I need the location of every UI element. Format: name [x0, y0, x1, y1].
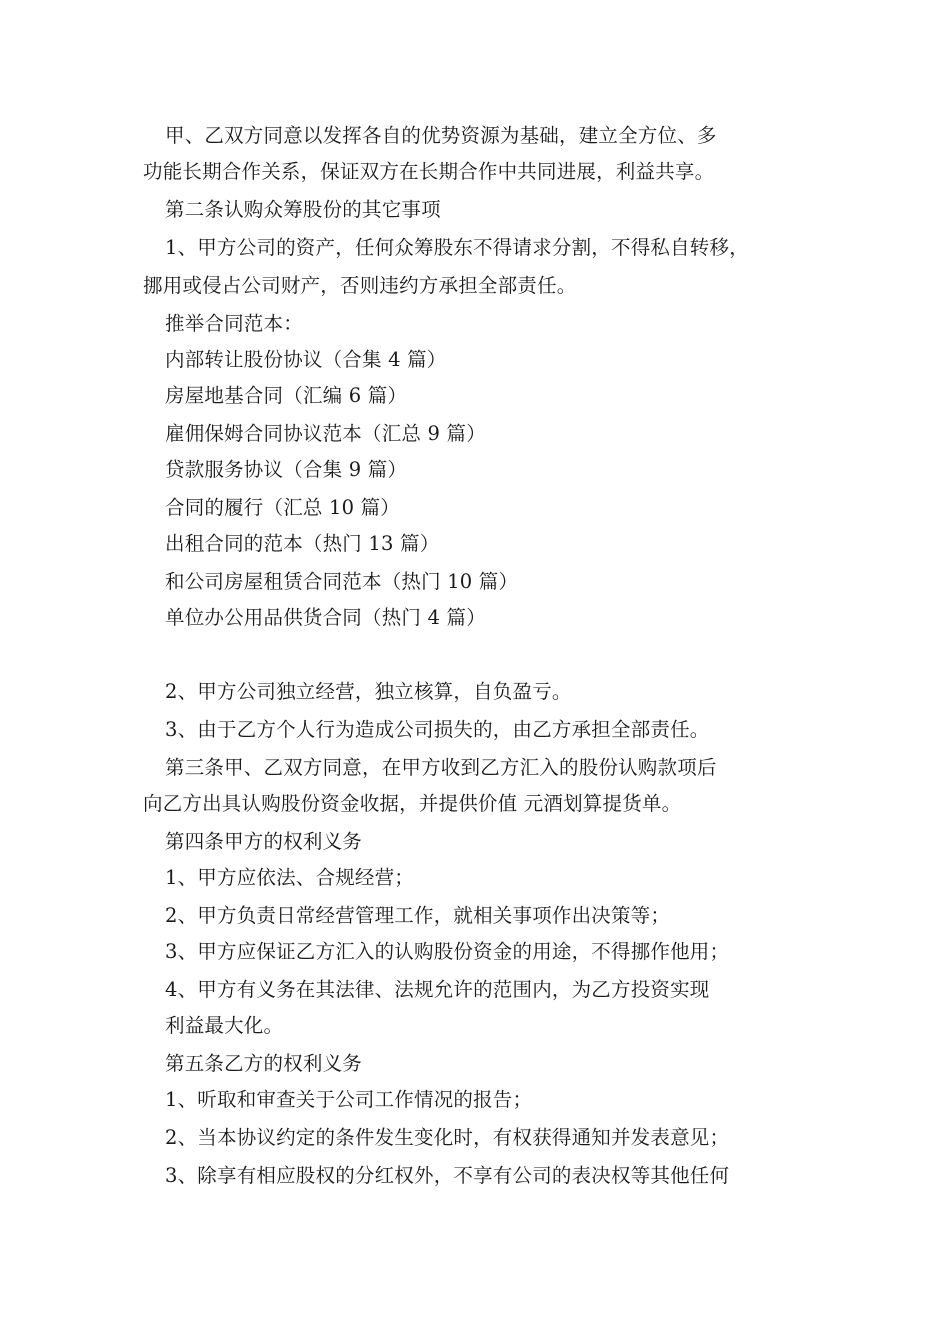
- template-link[interactable]: 单位办公用品供货合同（热门 4 篇）: [165, 606, 486, 629]
- template-link[interactable]: 出租合同的范本（热门 13 篇）: [165, 532, 440, 555]
- article-4-item-1: 1、甲方应依法、合规经营；: [165, 866, 415, 889]
- paragraph-cooperation-line-1: 甲、乙双方同意以发挥各自的优势资源为基础，建立全方位、多: [165, 124, 717, 147]
- article-2-heading: 第二条认购众筹股份的其它事项: [165, 198, 441, 221]
- template-link[interactable]: 和公司房屋租赁合同范本（热门 10 篇）: [165, 570, 519, 593]
- article-4-item-4-line-2: 利益最大化。: [165, 1014, 284, 1037]
- article-5-item-3: 3、除享有相应股权的分红权外，不享有公司的表决权等其他任何: [165, 1164, 730, 1187]
- article-4-item-3: 3、甲方应保证乙方汇入的认购股份资金的用途，不得挪作他用；: [165, 940, 730, 963]
- article-2-item-3: 3、由于乙方个人行为造成公司损失的，由乙方承担全部责任。: [165, 718, 710, 741]
- template-link[interactable]: 合同的履行（汇总 10 篇）: [165, 496, 401, 519]
- template-link[interactable]: 贷款服务协议（合集 9 篇）: [165, 458, 408, 481]
- article-2-item-2: 2、甲方公司独立经营，独立核算，自负盈亏。: [165, 680, 572, 703]
- article-3-line-1: 第三条甲、乙双方同意，在甲方收到乙方汇入的股份认购款项后: [165, 756, 717, 779]
- article-2-item-1-line-1: 1、甲方公司的资产，任何众筹股东不得请求分割，不得私自转移，: [165, 236, 749, 259]
- article-4-item-2: 2、甲方负责日常经营管理工作，就相关事项作出决策等；: [165, 904, 671, 927]
- article-2-item-1-line-2: 挪用或侵占公司财产，否则违约方承担全部责任。: [143, 274, 577, 297]
- paragraph-cooperation-line-2: 功能长期合作关系，保证双方在长期合作中共同进展，利益共享。: [143, 160, 715, 183]
- article-3-line-2: 向乙方出具认购股份资金收据，并提供价值 元酒划算提货单。: [143, 792, 682, 815]
- article-5-item-1: 1、听取和审查关于公司工作情况的报告；: [165, 1088, 533, 1111]
- article-5-heading: 第五条乙方的权利义务: [165, 1052, 363, 1075]
- template-link[interactable]: 内部转让股份协议（合集 4 篇）: [165, 348, 447, 371]
- template-link[interactable]: 房屋地基合同（汇编 6 篇）: [165, 384, 408, 407]
- article-4-heading: 第四条甲方的权利义务: [165, 830, 363, 853]
- template-link[interactable]: 雇佣保姆合同协议范本（汇总 9 篇）: [165, 422, 486, 445]
- article-5-item-2: 2、当本协议约定的条件发生变化时，有权获得通知并发表意见；: [165, 1126, 730, 1149]
- recommended-templates-heading: 推举合同范本：: [165, 312, 303, 335]
- article-4-item-4-line-1: 4、甲方有义务在其法律、法规允许的范围内，为乙方投资实现: [165, 978, 710, 1001]
